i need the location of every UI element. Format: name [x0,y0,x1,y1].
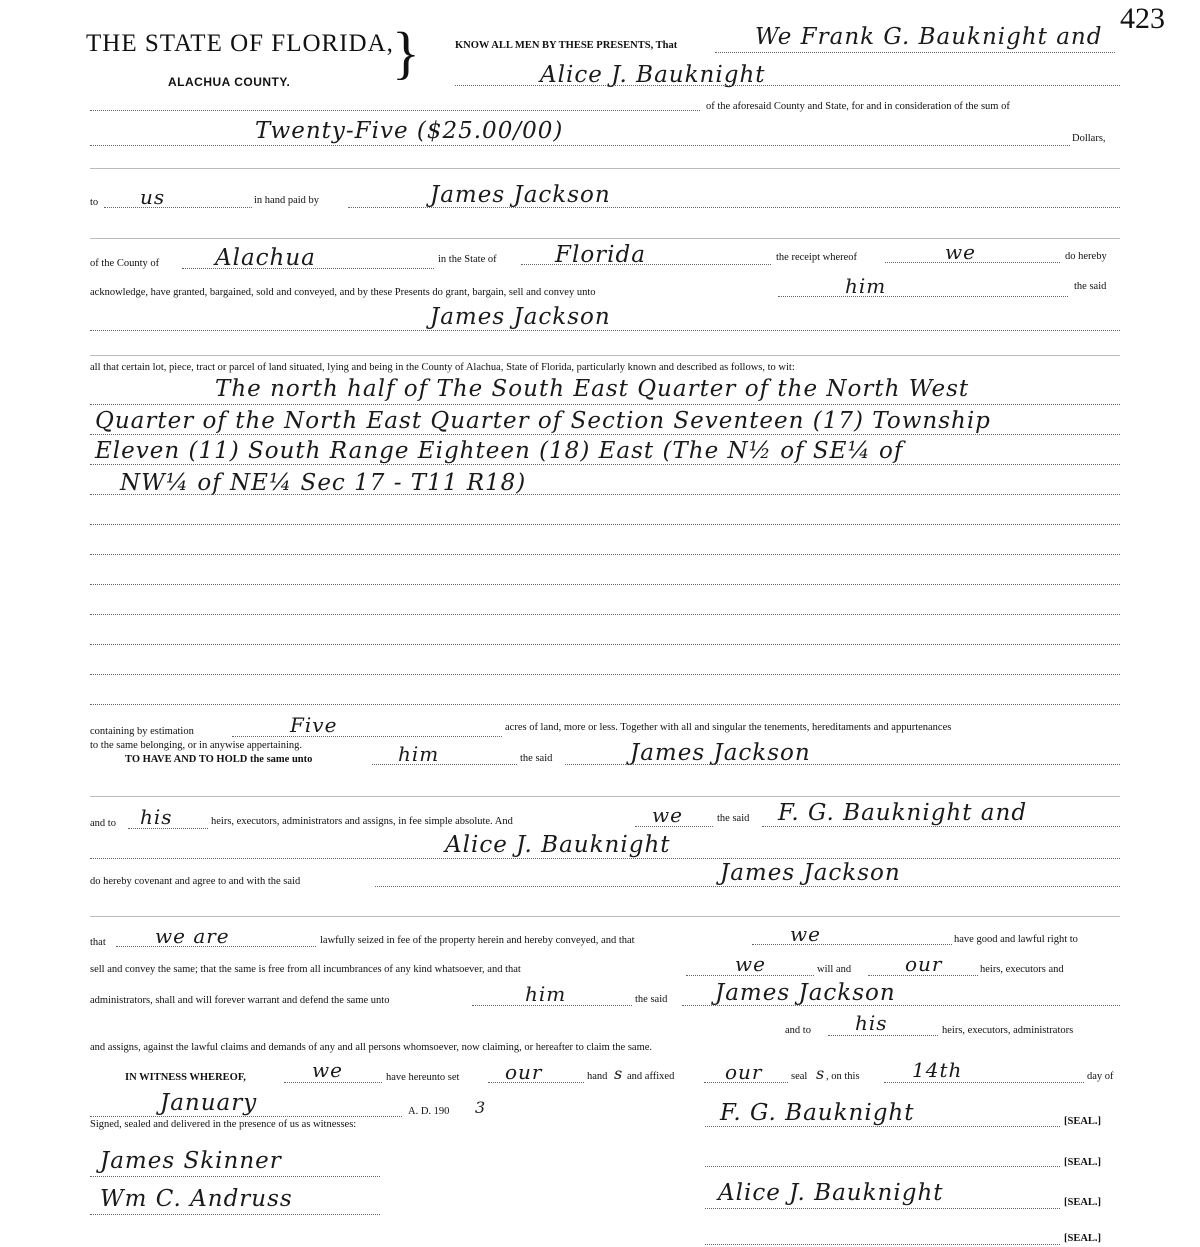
land-line-10 [90,674,1120,675]
seal-4: [SEAL.] [1064,1233,1102,1244]
unto-line [778,296,1068,297]
heirs-who-handwritten: we [652,803,683,827]
ruling-1 [90,168,1120,169]
grantors-handwritten-1: We Frank G. Bauknight and [755,24,1103,50]
heirs-exec-label: heirs, executors and [980,964,1064,975]
witness-who: we [312,1058,343,1082]
sig-line-2 [705,1166,1060,1167]
lawfully-text: lawfully seized in fee of the property herein and hereby conveyed, and that [320,935,635,946]
year-digit: 3 [475,1098,487,1117]
belonging-text: to the same belonging, or in anywise appertaining. [90,740,302,751]
seal-2: [SEAL.] [1064,1157,1102,1168]
heirs-grantors-2: Alice J. Bauknight [445,832,671,858]
and-affixed-label: and affixed [627,1071,675,1082]
do-hereby-label: do hereby [1065,251,1107,262]
grantor2-signature: Alice J. Bauknight [718,1180,944,1206]
that-label: that [90,937,106,948]
acknowledge-text: acknowledge, have granted, bargained, sold and conveyed, and by these Presents do grant, bargain, sell and convey unto [90,287,596,298]
day-line [884,1082,1084,1083]
aforesaid-line [90,110,700,111]
in-hand-label: in hand paid by [254,195,320,206]
we3-handwritten: we [735,952,766,976]
grantors-handwritten-2: Alice J. Bauknight [540,62,766,88]
we-are-handwritten: we are [155,924,230,948]
seized-name-line [682,1005,1120,1006]
and-to-label: and to [90,818,116,829]
receipt-who-handwritten: we [945,240,976,264]
land-line-1 [90,404,1120,405]
land-line-8 [90,614,1120,615]
sell-text: sell and convey the same; that the same is free from all incumbrances of any kind whatsoever, and that [90,964,521,975]
acres-line [232,736,502,737]
him-line [472,1005,632,1006]
will-and-label: will and [817,964,852,975]
we-are-line [116,946,316,947]
payer-line [348,207,1120,208]
seal-label: seal [791,1071,808,1082]
county-heading: ALACHUA COUNTY. [168,75,291,89]
seized-his: his [855,1011,888,1035]
heirs-grantors-line [762,826,1120,827]
his-line [128,828,208,829]
unto-handwritten: him [845,274,887,298]
witness-line-1 [90,1176,380,1177]
witness-our: our [505,1060,543,1084]
to-have-label: TO HAVE AND TO HOLD the same unto [125,754,313,765]
seized-name: James Jackson [715,980,896,1006]
have-good-text: have good and lawful right to [954,934,1078,945]
dollars-label: Dollars, [1072,133,1106,144]
seized-the-said: the said [635,994,668,1005]
covenant-line [375,886,1120,887]
of-county-label: of the County of [90,258,160,269]
administrators-text: administrators, shall and will forever warrant and defend the same unto [90,995,390,1006]
we2-handwritten: we [790,922,821,946]
witness1-signature: James Skinner [100,1148,282,1174]
ruling-5 [90,916,1120,917]
land-desc-1: The north half of The South East Quarter of the North West [215,376,970,402]
state-line [521,264,771,265]
land-line-5 [90,524,1120,525]
containing-label: containing by estimation [90,726,194,737]
covenant-name: James Jackson [720,860,901,886]
him-handwritten: him [525,982,567,1006]
sig-line-3 [705,1208,1060,1209]
land-line-7 [90,584,1120,585]
seal-s: s [816,1064,826,1083]
his-handwritten: his [140,805,173,829]
day-of-label: day of [1087,1071,1114,1082]
to-have-the-said: the said [520,753,553,764]
covenant-text: do hereby covenant and agree to and with the said [90,876,301,887]
we3-line [686,975,814,976]
sig-line-1 [705,1126,1060,1127]
acres-text: acres of land, more or less. Together with all and singular the tenements, hereditaments and appurtenances [505,722,952,733]
in-state-label: in the State of [438,254,497,265]
seized-and-to: and to [785,1025,811,1036]
know-all-men: KNOW ALL MEN BY THESE PRESENTS, That [455,40,678,51]
grantors-line-2 [455,85,1120,86]
land-desc-3: Eleven (11) South Range Eighteen (18) East (The N½ of SE¼ of [95,438,904,464]
to-line [104,207,252,208]
month-line [90,1116,402,1117]
heirs-the-said: the said [717,813,750,824]
aforesaid-text: of the aforesaid County and State, for and in consideration of the sum of [706,101,1010,112]
sig-line-4 [705,1244,1060,1245]
land-desc-2: Quarter of the North East Quarter of Section Seventeen (17) Township [95,408,991,434]
on-this-label: , on this [826,1071,860,1082]
page-number: 423 [1120,2,1165,35]
acres-handwritten: Five [290,713,338,737]
signed-text: Signed, sealed and delivered in the presence of us as witnesses: [90,1119,357,1130]
land-line-9 [90,644,1120,645]
county-line [182,268,434,269]
our-line [868,975,978,976]
to-label: to [90,197,99,208]
hand-s: s [614,1064,624,1083]
grantee-handwritten: James Jackson [430,304,611,330]
in-witness-label: IN WITNESS WHEREOF, [125,1072,246,1083]
hand-label: hand [587,1071,608,1082]
to-have-grantee: James Jackson [630,740,811,766]
heirs-grantors-line-2 [90,858,1120,859]
seized-his-line [828,1035,938,1036]
county-handwritten: Alachua [215,245,316,271]
ruling-2 [90,238,1120,239]
land-line-3 [90,464,1120,465]
ruling-3 [90,355,1120,356]
have-set-label: have hereunto set [386,1072,460,1083]
payer-handwritten: James Jackson [430,182,611,208]
our-handwritten: our [905,952,943,976]
grantors-line-1 [715,52,1115,53]
witness-ours: our [725,1060,763,1084]
heirs-grantors-1: F. G. Bauknight and [778,800,1028,826]
land-line-11 [90,704,1120,705]
seal-1: [SEAL.] [1064,1116,1102,1127]
to-have-unto: him [398,742,440,766]
all-that-text: all that certain lot, piece, tract or parcel of land situated, lying and being in the County of Alachua, State of Florida, particularly known and described as follows, to wit: [90,362,795,373]
ruling-4 [90,796,1120,797]
state-heading: THE STATE OF FLORIDA, [86,30,394,57]
state-handwritten: Florida [555,242,646,268]
to-have-grantee-line [565,764,1120,765]
grantee-line [90,330,1120,331]
seal-3: [SEAL.] [1064,1197,1102,1208]
amount-line [90,145,1070,146]
month-handwritten: January [160,1090,258,1116]
we2-line [752,944,952,945]
amount-handwritten: Twenty-Five ($25.00/00) [255,118,564,144]
ad-label: A. D. 190 [408,1106,450,1117]
land-line-4 [90,494,1120,495]
witness-our-line [488,1082,584,1083]
heirs-exec2-label: heirs, executors, administrators [942,1025,1074,1036]
heirs-who-line [635,826,713,827]
heirs-text: heirs, executors, administrators and assigns, in fee simple absolute. And [211,816,513,827]
receipt-label: the receipt whereof [776,252,858,263]
land-line-2 [90,434,1120,435]
land-desc-4: NW¼ of NE¼ Sec 17 - T11 R18) [120,470,527,496]
receipt-line [885,262,1060,263]
header-brace: } [392,20,420,85]
land-line-6 [90,554,1120,555]
the-said-label: the said [1074,281,1107,292]
grantor1-signature: F. G. Bauknight [720,1100,915,1126]
witness-line-2 [90,1214,380,1215]
to-have-line [372,764,517,765]
witness-ours-line [704,1082,788,1083]
day-handwritten: 14th [912,1058,963,1082]
assigns-text: and assigns, against the lawful claims and demands of any and all persons whomsoever, now claiming, or hereafter to claim the same. [90,1042,653,1053]
witness2-signature: Wm C. Andruss [100,1186,293,1212]
to-whom-handwritten: us [140,185,166,209]
witness-who-line [284,1082,382,1083]
